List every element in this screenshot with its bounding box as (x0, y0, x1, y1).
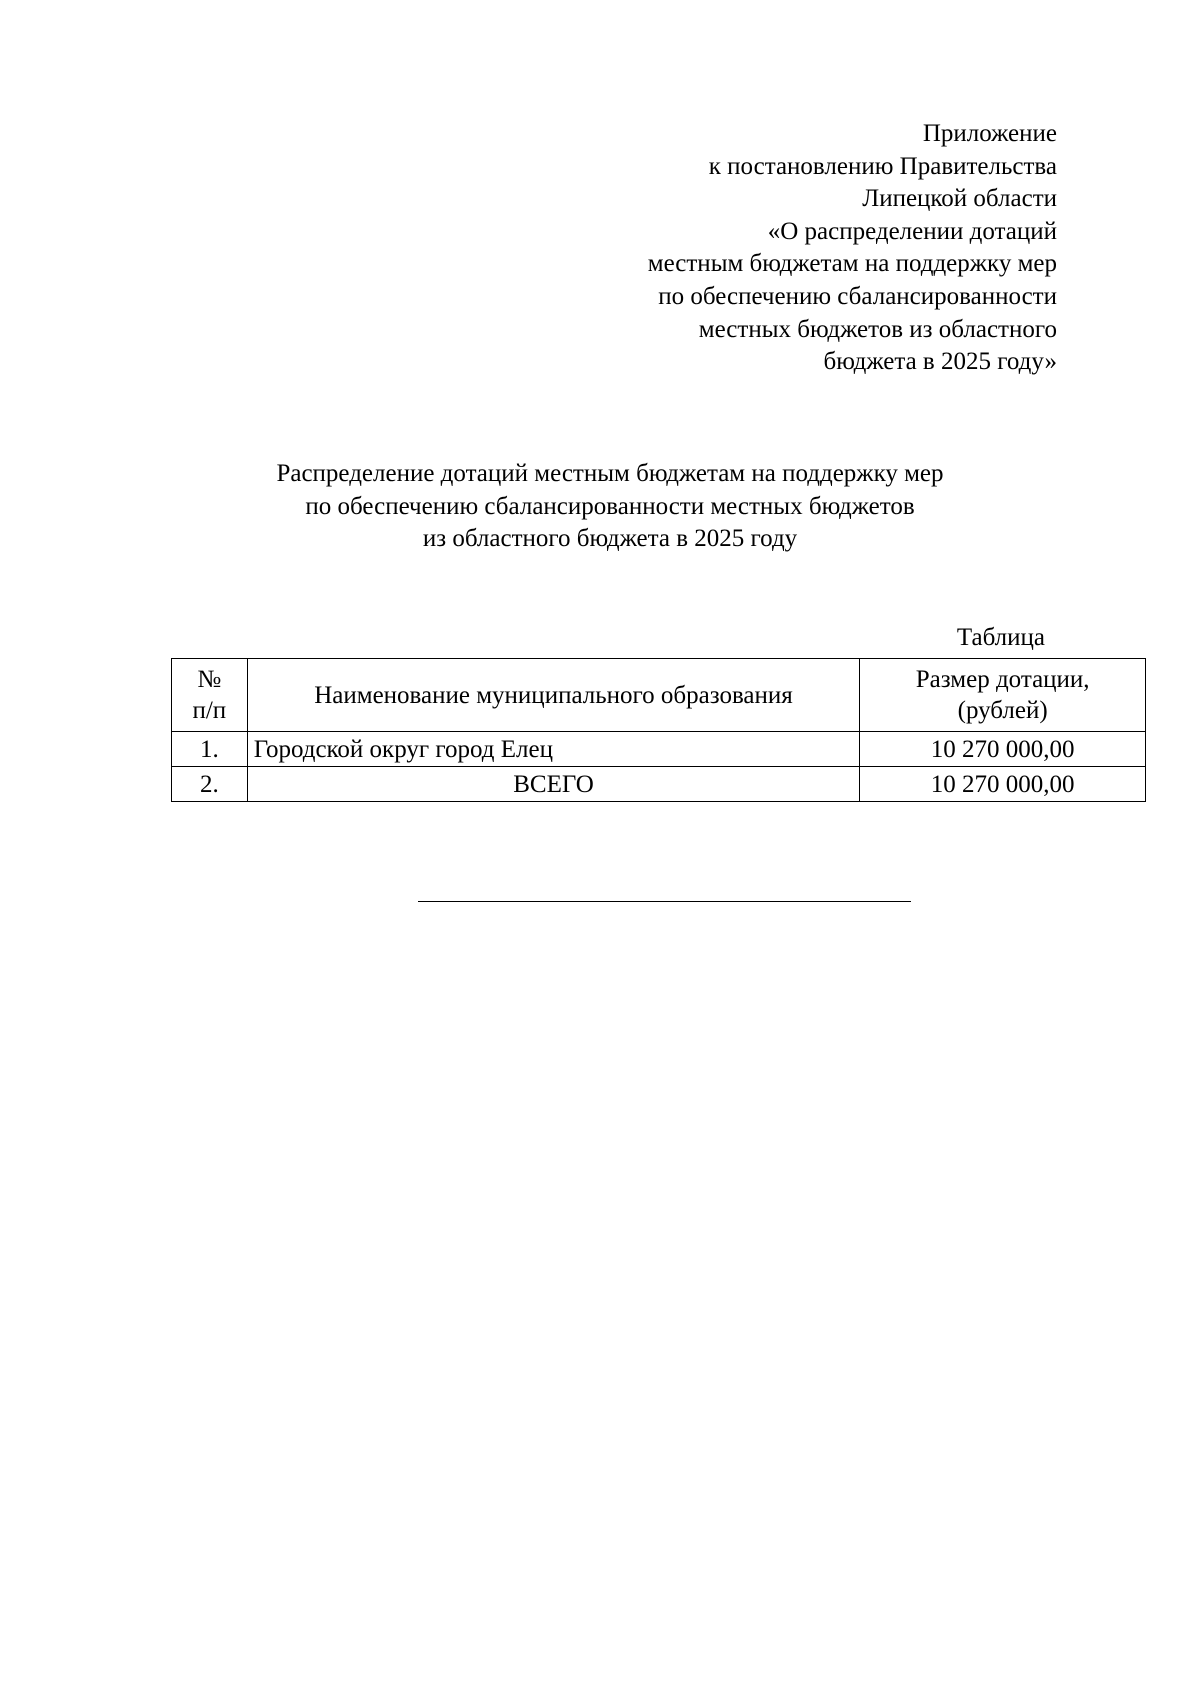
appendix-line: к постановлению Правительства (708, 152, 1057, 180)
end-divider-line (418, 901, 911, 902)
appendix-line: бюджета в 2025 году» (823, 348, 1057, 376)
table-header-row (172, 659, 1146, 732)
title-line: из областного бюджета в 2025 году (422, 525, 798, 553)
document-title (160, 458, 1060, 556)
table-row-total (172, 767, 1146, 802)
appendix-line: местных бюджетов из областного (698, 315, 1057, 343)
appendix-line: Приложение (922, 120, 1057, 147)
row-num: 1. (172, 732, 248, 767)
header-amount (860, 659, 1146, 732)
header-num-abbr: п/п (192, 697, 227, 724)
appendix-line: Липецкой области (862, 185, 1057, 213)
appendix-line: «О распределении дотаций (767, 217, 1057, 245)
row-amount: 10 270 000,00 (860, 767, 1146, 802)
table-caption: Таблица (956, 624, 1045, 651)
grants-table (171, 658, 1146, 802)
header-num (172, 659, 248, 732)
appendix-line: местным бюджетам на поддержку мер (647, 250, 1057, 278)
header-amount-label: Размер дотации, (915, 666, 1090, 693)
row-name: Городской округ город Елец (247, 732, 860, 767)
row-num: 2. (172, 767, 248, 802)
appendix-block (497, 118, 1057, 379)
header-num-symbol: № (197, 666, 222, 693)
title-line: по обеспечению сбалансированности местных бюджетов (305, 492, 915, 520)
header-name: Наименование муниципального образования (247, 659, 860, 732)
title-line: Распределение дотаций местным бюджетам на поддержку мер (276, 460, 944, 487)
row-name: ВСЕГО (247, 767, 860, 802)
row-amount: 10 270 000,00 (860, 732, 1146, 767)
header-amount-unit: (рублей) (957, 697, 1048, 724)
appendix-line: по обеспечению сбалансированности (658, 282, 1057, 310)
table-row (172, 732, 1146, 767)
